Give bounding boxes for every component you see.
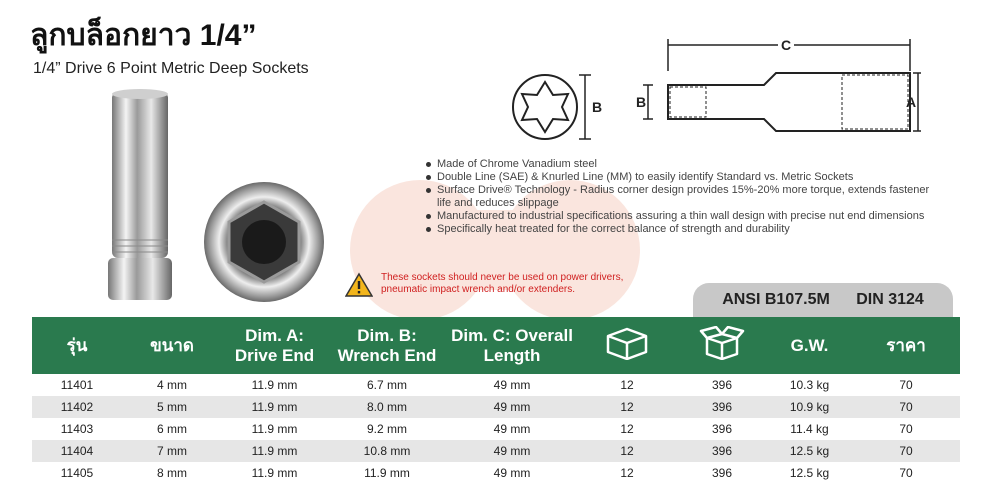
side-label-b: B bbox=[636, 94, 647, 110]
cell-dim-a: 11.9 mm bbox=[251, 466, 298, 480]
page-subtitle: 1/4” Drive 6 Point Metric Deep Sockets bbox=[33, 60, 309, 77]
cell-dim-a: 11.9 mm bbox=[251, 400, 298, 414]
cell-dim-c: 49 mm bbox=[493, 444, 531, 458]
product-table-body bbox=[32, 374, 960, 484]
cell-carton: 396 bbox=[711, 378, 733, 392]
header-dim-a: Dim. A: Drive End bbox=[234, 325, 315, 365]
header-inner-box bbox=[577, 326, 677, 365]
cell-size: 6 mm bbox=[157, 422, 187, 436]
warning-text: These sockets should never be used on power drivers, pneumatic impact wrench and/or extenders. bbox=[381, 272, 624, 295]
cell-dim-b: 11.9 mm bbox=[364, 466, 410, 480]
cell-inner: 12 bbox=[620, 422, 634, 436]
feature-item: Specifically heat treated for the correct balance of strength and durability bbox=[426, 223, 946, 236]
cell-dim-b: 8.0 mm bbox=[366, 400, 407, 414]
features-list bbox=[426, 158, 946, 236]
deep-socket-photo bbox=[104, 88, 176, 306]
cell-dim-c: 49 mm bbox=[493, 422, 531, 436]
cell-dim-a: 11.9 mm bbox=[251, 422, 298, 436]
cell-size: 8 mm bbox=[157, 466, 187, 480]
warning-note bbox=[345, 272, 651, 298]
cell-dim-a: 11.9 mm bbox=[251, 378, 298, 392]
header-gross-weight: G.W. bbox=[790, 335, 829, 355]
table-row bbox=[32, 440, 960, 462]
din-standard: DIN 3124 bbox=[856, 291, 924, 308]
cell-price: 70 bbox=[899, 400, 913, 414]
cell-price: 70 bbox=[899, 466, 913, 480]
cell-model: 11402 bbox=[60, 400, 94, 414]
cell-dim-b: 10.8 mm bbox=[363, 444, 411, 458]
page-title: ลูกบล็อกยาว 1/4” bbox=[30, 19, 257, 52]
table-row bbox=[32, 396, 960, 418]
table-row bbox=[32, 418, 960, 440]
side-label-a: A bbox=[906, 94, 917, 110]
standards-tab bbox=[693, 283, 953, 317]
side-label-c: C bbox=[780, 37, 792, 53]
table-row bbox=[32, 374, 960, 396]
cell-dim-c: 49 mm bbox=[493, 466, 531, 480]
cell-model: 11401 bbox=[60, 378, 94, 392]
cell-model: 11403 bbox=[60, 422, 94, 436]
cell-dim-b: 9.2 mm bbox=[366, 422, 407, 436]
hex-end-diagram bbox=[505, 72, 605, 142]
header-dim-b: Dim. B: Wrench End bbox=[337, 325, 437, 365]
cell-gw: 11.4 kg bbox=[790, 422, 829, 436]
cell-size: 7 mm bbox=[157, 444, 187, 458]
cell-dim-b: 6.7 mm bbox=[366, 378, 407, 392]
header-carton bbox=[677, 326, 767, 365]
cell-dim-a: 11.9 mm bbox=[251, 444, 298, 458]
hex-label-b: B bbox=[592, 99, 603, 115]
feature-item: Manufactured to industrial specifications assuring a thin wall design with precise nut end dimensions bbox=[426, 210, 946, 223]
cell-size: 4 mm bbox=[157, 378, 187, 392]
cell-inner: 12 bbox=[620, 378, 634, 392]
cell-price: 70 bbox=[899, 444, 913, 458]
feature-item: Made of Chrome Vanadium steel bbox=[426, 158, 946, 171]
open-box-icon bbox=[699, 326, 745, 360]
cell-gw: 12.5 kg bbox=[789, 466, 830, 480]
cell-gw: 10.3 kg bbox=[789, 378, 830, 392]
cell-gw: 10.9 kg bbox=[789, 400, 830, 414]
warning-icon bbox=[345, 272, 373, 298]
header-size: ขนาด bbox=[150, 335, 194, 355]
cell-inner: 12 bbox=[620, 400, 634, 414]
header-price: ราคา bbox=[886, 335, 926, 355]
cell-inner: 12 bbox=[620, 444, 634, 458]
ansi-standard: ANSI B107.5M bbox=[722, 291, 830, 308]
closed-box-icon bbox=[604, 326, 650, 360]
cell-model: 11404 bbox=[60, 444, 94, 458]
table-row bbox=[32, 462, 960, 484]
cell-dim-c: 49 mm bbox=[493, 400, 531, 414]
feature-item: Surface Drive® Technology - Radius corner design provides 15%-20% more torque, extends fastener life and reduces slippage bbox=[426, 184, 946, 210]
cell-size: 5 mm bbox=[157, 400, 187, 414]
cell-model: 11405 bbox=[60, 466, 94, 480]
feature-item: Double Line (SAE) & Knurled Line (MM) to easily identify Standard vs. Metric Sockets bbox=[426, 171, 946, 184]
cell-dim-c: 49 mm bbox=[493, 378, 531, 392]
table-header bbox=[32, 317, 960, 374]
socket-end-photo bbox=[202, 180, 326, 304]
cell-carton: 396 bbox=[711, 400, 733, 414]
cell-carton: 396 bbox=[711, 466, 733, 480]
cell-price: 70 bbox=[899, 422, 913, 436]
cell-inner: 12 bbox=[620, 466, 634, 480]
header-dim-c: Dim. C: Overall Length bbox=[451, 325, 573, 365]
cell-carton: 396 bbox=[711, 444, 733, 458]
cell-gw: 12.5 kg bbox=[789, 444, 830, 458]
header-model: รุ่น bbox=[66, 335, 88, 355]
socket-side-diagram bbox=[636, 35, 921, 135]
cell-carton: 396 bbox=[711, 422, 733, 436]
cell-price: 70 bbox=[899, 378, 913, 392]
